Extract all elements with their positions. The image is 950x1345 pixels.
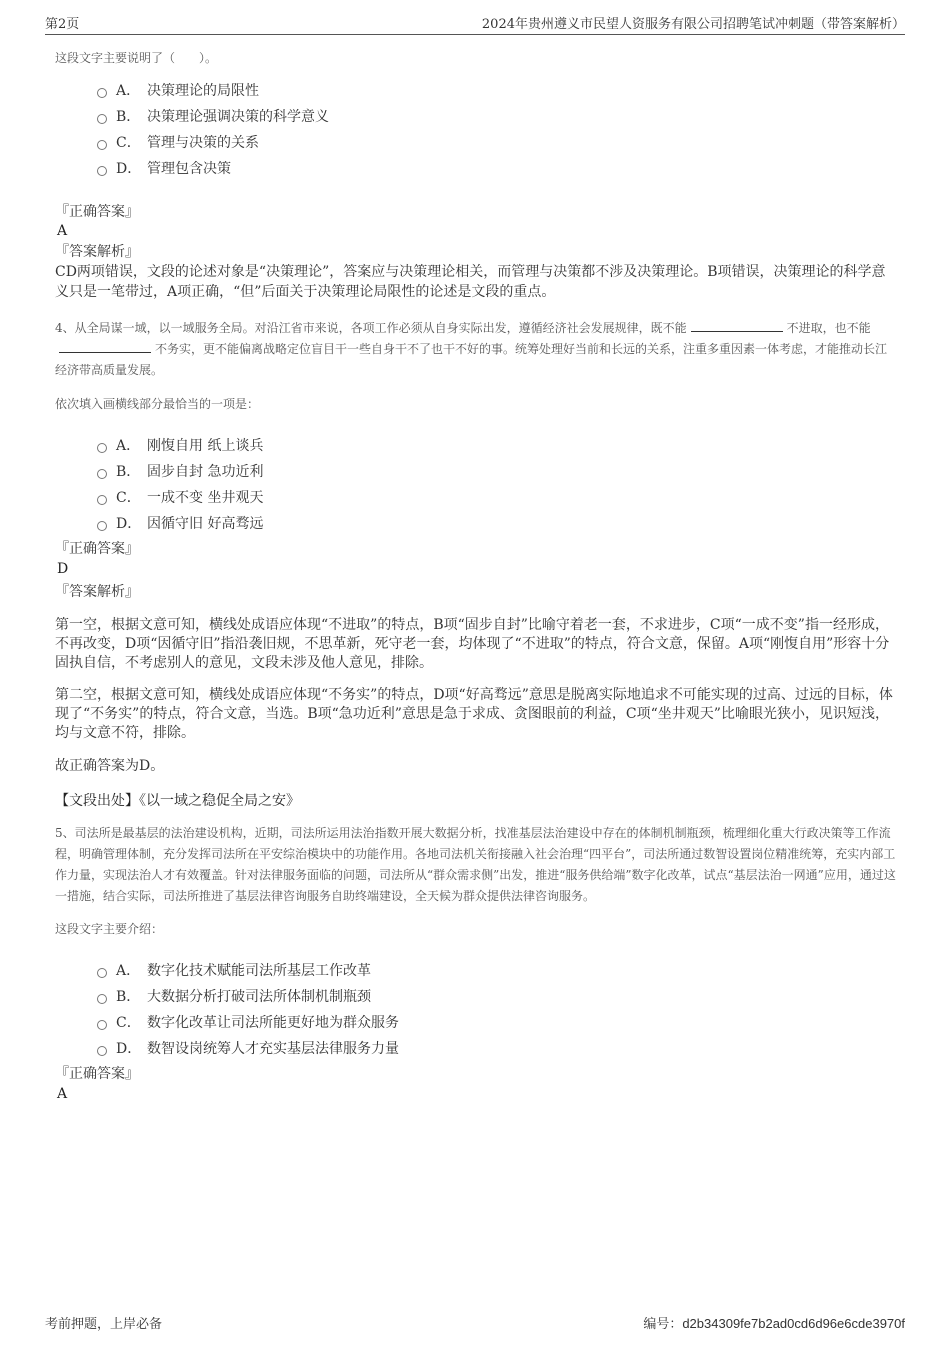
option-c[interactable]: C． 管理与决策的关系 (97, 129, 897, 155)
page-header (45, 12, 905, 35)
blank-line (691, 319, 783, 332)
analysis-label: 『答案解析』 (55, 244, 139, 260)
option-a[interactable]: A． 决策理论的局限性 (97, 77, 897, 103)
page-content (55, 48, 897, 1104)
option-list (97, 957, 897, 1061)
radio-icon[interactable] (97, 495, 107, 505)
option-a[interactable]: A． 刚愎自用 纸上谈兵 (97, 432, 897, 458)
option-list (97, 432, 897, 536)
question-stem: 这段文字主要说明了（ ）。 (55, 51, 218, 65)
radio-icon[interactable] (97, 994, 107, 1004)
option-b[interactable]: B． 决策理论强调决策的科学意义 (97, 103, 897, 129)
radio-icon[interactable] (97, 1020, 107, 1030)
page-number: 第2页 (45, 17, 80, 32)
radio-icon[interactable] (97, 114, 107, 124)
analysis-conclusion: 故正确答案为D。 (55, 758, 165, 774)
correct-answer: A (57, 1086, 68, 1102)
option-b[interactable]: B． 固步自封 急功近利 (97, 458, 897, 484)
answer-label: 『正确答案』 (55, 204, 139, 220)
option-c[interactable]: C． 一成不变 坐井观天 (97, 484, 897, 510)
radio-icon[interactable] (97, 166, 107, 176)
blank-line (59, 340, 151, 353)
page-footer (45, 1313, 905, 1332)
question-stem: 5、司法所是最基层的法治建设机构，近期，司法所运用法治指数开展大数据分析，找准基层法治建设中存在的体制机制瓶颈，梳理细化重大行政决策等工作流程，明确管理体制，充分发挥司法所在平安综治模块中的功能作用。各地司法机关衔接融入社会治理“四平台”，司法所通过数智设置岗位精准统筹，充实内部工作力量，实现法治人才有效覆盖。针对法律服务面临的问题，司法所从“群众需求侧”出发，推进“服务供给端”数字化改革，试点“基层法治一网通”应用，通过这一措施，结合实际，司法所推进了基层法律咨询服务自助终端建设，全天候为群众提供法律咨询服务。 (55, 826, 896, 903)
correct-answer: D (57, 561, 69, 577)
question-4 (55, 318, 897, 810)
footer-slogan: 考前押题，上岸必备 (45, 1317, 163, 1332)
analysis-paragraph-1: 第一空，根据文意可知，横线处成语应体现“不进取”的特点，B项“固步自封”比喻守着老一套，不求进步，C项“一成不变”指一经形成，不再改变，D项“因循守旧”指沿袭旧规，不思革新，死守老一套，均体现了“不进取”的特点，符合文意，保留。A项“刚愎自用”形容十分固执自信，不考虑别人的意见，文段未涉及他人意见，排除。 (55, 617, 890, 671)
option-d[interactable]: D． 管理包含决策 (97, 155, 897, 181)
option-c[interactable]: C． 数字化改革让司法所能更好地为群众服务 (97, 1009, 897, 1035)
correct-answer: A (57, 223, 68, 239)
question-prompt: 这段文字主要介绍： (55, 922, 164, 936)
option-d[interactable]: D． 数智设岗统筹人才充实基层法律服务力量 (97, 1035, 897, 1061)
option-list (97, 77, 897, 181)
radio-icon[interactable] (97, 140, 107, 150)
radio-icon[interactable] (97, 88, 107, 98)
question-prompt: 依次填入画横线部分最恰当的一项是： (55, 397, 260, 411)
option-d[interactable]: D． 因循守旧 好高骛远 (97, 510, 897, 536)
document-title: 2024年贵州遵义市民望人资服务有限公司招聘笔试冲刺题（带答案解析） (481, 17, 905, 32)
option-b[interactable]: B． 大数据分析打破司法所体制机制瓶颈 (97, 983, 897, 1009)
answer-label: 『正确答案』 (55, 541, 139, 557)
radio-icon[interactable] (97, 1046, 107, 1056)
radio-icon[interactable] (97, 469, 107, 479)
analysis-paragraph-2: 第二空，根据文意可知，横线处成语应体现“不务实”的特点，D项“好高骛远”意思是脱离实际地追求不可能实现的过高、过远的目标，体现了“不务实”的特点，符合文意，当选。B项“急功近利”意思是急于求成、贪图眼前的利益，C项“坐井观天”比喻眼光狭小，见识短浅，均与文意不符，排除。 (55, 687, 893, 741)
question-3 (55, 48, 897, 302)
radio-icon[interactable] (97, 521, 107, 531)
option-a[interactable]: A． 数字化技术赋能司法所基层工作改革 (97, 957, 897, 983)
document-code: 编号：d2b34309fe7b2ad0cd6d96e6cde3970f (643, 1316, 905, 1332)
source-citation: 【文段出处】《以一域之稳促全局之安》 (55, 793, 300, 809)
radio-icon[interactable] (97, 968, 107, 978)
radio-icon[interactable] (97, 443, 107, 453)
question-stem: 4、从全局谋一域，以一域服务全局。对沿江省市来说，各项工作必须从自身实际出发，遵循经济社会发展规律，既不能 不进取，也不能不务实，更不能偏离战略定位盲目干一些自身干不了也干不好的事。统筹处理好当前和长远的关系，注重多重因素一体考虑，才能推动长江经济带高质量发展。 (55, 321, 888, 377)
analysis-label: 『答案解析』 (55, 584, 139, 600)
question-5 (55, 823, 897, 1104)
analysis-text: CD两项错误，文段的论述对象是“决策理论”，答案应与决策理论相关，而管理与决策都不涉及决策理论。B项错误，决策理论的科学意义只是一笔带过，A项正确，“但”后面关于决策理论局限性的论述是文段的重点。 (55, 264, 886, 300)
answer-label: 『正确答案』 (55, 1066, 139, 1082)
